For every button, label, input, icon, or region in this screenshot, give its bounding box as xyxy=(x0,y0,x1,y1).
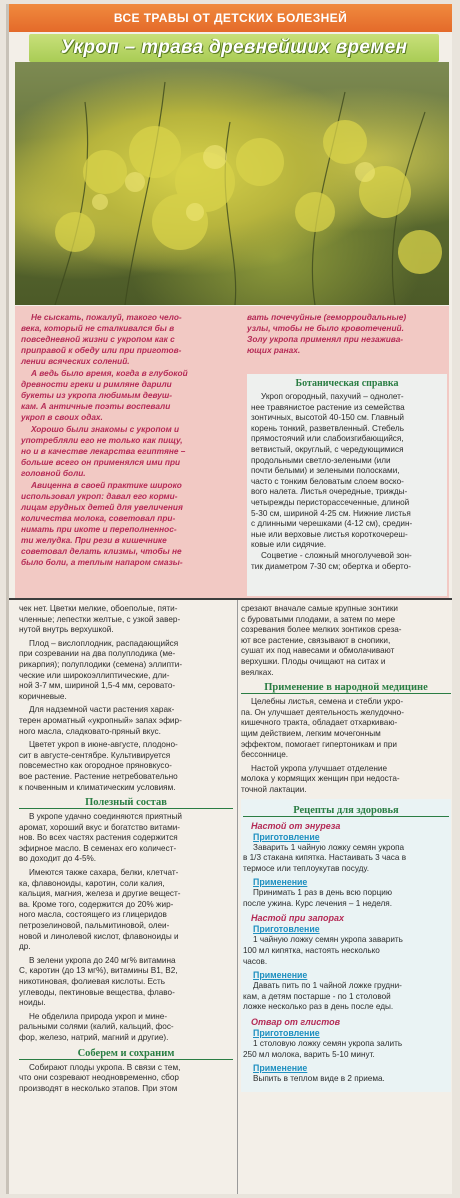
body-paragraph: Целебны листья, семена и стебли укро- па. Он улучшает деятельность желудочно- кишечного тракта, обладает отхаркиваю- щим действием, легким мочегонным эффектом, помогает гипертоникам и при бессоннице. xyxy=(241,697,404,760)
folk-medicine-heading: Применение в народной медицине xyxy=(241,682,451,694)
intro-paragraph: Авиценна в своей практике широко использовал укроп: давал его корми- лицам грудных детей для увеличения количества молока, советовал при- нимать при икоте и переполненнос- ти желудка. При рези в кишечнике советовал делать клизмы, чтобы не было боли, а теплым напаром смазы- xyxy=(21,480,183,567)
recipe-text: Заварить 1 чайную ложку семян укропа в 1/3 стакана кипятка. Настаивать 3 часа в термосе или теплоукутав посуду. xyxy=(243,842,407,873)
intro-section xyxy=(15,306,449,598)
body-paragraph: Настой укропа улучшает отделение молока у кормящих женщин при недоста- точной лактации. xyxy=(241,763,400,794)
usage-label: Применение xyxy=(253,877,308,888)
preparation-label: Приготовление xyxy=(253,1028,320,1039)
intro-paragraph: Хорошо были знакомы с укропом и употребляли его не только как пищу, но и в качестве лекарства египтяне – больше всего он применялся ими при головной боли. xyxy=(21,424,186,478)
recipes-box xyxy=(241,799,451,1092)
article-title: Укроп – трава древнейших времен xyxy=(60,37,408,58)
magazine-page xyxy=(6,4,452,1194)
recipe-text: Давать пить по 1 чайной ложке грудни- кам, а детям постарше - по 1 столовой ложке несколько раз в день после еды. xyxy=(243,981,402,1012)
body-paragraph: Имеются также сахара, белки, клетчат- ка, флавоноиды, каротин, соли калия, кальция, магния, железа и другие вещест- ва. Кроме того, содержится до 20% жир- ного масла, состоящего из глицеридов петрозелиновой, пальмитиновой, олеи- новой и линолевой кислот, флавоноиды и др. xyxy=(19,868,181,952)
body-paragraph: чек нет. Цветки мелкие, обоеполые, пяти- членные; лепестки желтые, с узкой завер- нутой внутрь верхушкой. xyxy=(19,604,181,635)
left-column xyxy=(19,604,233,1194)
dill-plant-illustration xyxy=(15,62,449,305)
harvest-heading: Соберем и сохраним xyxy=(19,1048,233,1060)
botanic-paragraph: Укроп огородный, пахучий – однолет- нее травянистое растение из семейства зонтичных, высотой 40-150 см. Главный корень тонкий, разветвленный. Стебель прямостоячий или слабоизгибающийся, ветвистый, округлый, с чередующимися продольными светло-зелеными (или почти белыми) и зелеными полосками, часто с тонким беловатым слоем воско- вого налета. Листья очередные, трижды- четырежды перисторассеченные, длиной 5-30 см, шириной 4-25 см. Нижние листья с длинными черешками (4-12 см), средин- ные или верховые листья короткочереш- ковые или сидячие. xyxy=(251,392,413,550)
body-paragraph: Для надземной части растения харак- терен ароматный «укропный» запах эфир- ного масла, сладковато-пряный вкус. xyxy=(19,705,182,736)
dill-photo xyxy=(15,62,449,305)
section-divider xyxy=(9,598,452,600)
recipe-text: 1 чайную ложку семян укропа заварить 100 мл кипятка, настоять несколько часов. xyxy=(243,935,403,966)
botanic-paragraph: Соцветие - сложный многолучевой зон- тик диаметром 7-30 см; обертка и оберто- xyxy=(251,550,412,571)
intro-paragraph: Не сыскать, пожалуй, такого чело- века, который не сталкивался бы в повседневной жизни с укропом как с приправой к обеду или при приготов- лении всяческих солений. xyxy=(21,312,182,366)
recipe-text: Выпить в теплом виде в 2 приема. xyxy=(253,1074,385,1084)
recipe-title: Настой при запорах xyxy=(251,913,344,924)
usage-label: Применение xyxy=(253,970,308,981)
recipe-text: Принимать 1 раз в день всю порцию после ужина. Курс лечения – 1 неделя. xyxy=(243,888,393,908)
rubric-label: ВСЕ ТРАВЫ ОТ ДЕТСКИХ БОЛЕЗНЕЙ xyxy=(113,11,348,25)
intro-paragraph: А ведь было время, когда в глубокой древности греки и римляне дарили букеты из укропа любимым девуш- кам. А античные поэты воспевали укроп в своих одах. xyxy=(21,368,188,422)
right-column xyxy=(241,604,451,1194)
body-paragraph: Цветет укроп в июне-августе, плодоно- сит в августе-сентябре. Культивируется повсеместно как огородное пряновкусо- вое растение. Растение нетребовательно к почвенным и климатическим условиям. xyxy=(19,740,178,792)
botanic-heading: Ботаническая справка xyxy=(295,378,399,389)
body-paragraph: срезают вначале самые крупные зонтики с буроватыми плодами, а затем по мере созревания более мелких зонтиков среза- ют все растение, связывают в снопики, сушат их под навесами и обмолачивают верхушки. Плоды очищают на ситах и веялках. xyxy=(241,604,402,677)
rubric-banner xyxy=(9,4,452,32)
intro-left-column xyxy=(21,312,239,569)
recipe-title: Настой от энуреза xyxy=(251,820,341,831)
preparation-label: Приготовление xyxy=(253,831,320,842)
article-title-bar xyxy=(29,34,439,62)
body-paragraph: Собирают плоды укропа. В связи с тем, что они созревают неодновременно, сбор производят в несколько этапов. При этом xyxy=(19,1062,181,1093)
column-divider xyxy=(237,600,238,1194)
preparation-label: Приготовление xyxy=(253,924,320,935)
usage-label: Применение xyxy=(253,1063,308,1074)
composition-heading: Полезный состав xyxy=(19,797,233,809)
recipes-heading: Рецепты для здоровья xyxy=(243,805,449,817)
body-paragraph: В зелени укропа до 240 мг% витамина C, каротин (до 13 мг%), витамины B1, B2, никотиновая, фолиевая кислоты. Есть углеводы, пектиновые вещества, флаво- ноиды. xyxy=(19,955,178,1008)
recipe-text: 1 столовую ложку семян укропа залить 250 мл молока, варить 5-10 минут. xyxy=(243,1039,403,1059)
body-paragraph: Плод – вислоплодник, распадающийся при созревании на два полуплодика (ме- рикарпия); полуплодики (семена) эллипти- ческие или широкоэллиптические, дли- ной 3-7 мм, шириной 1,5-4 мм, серовато- коричневые. xyxy=(19,638,183,701)
body-paragraph: В укропе удачно соединяются приятный аромат, хороший вкус и богатство витами- нов. Во всех частях растения содержится эфирное масло. В семенах его количест- во доходит до 4-5%. xyxy=(19,812,182,864)
body-paragraph: Не обделила природа укроп и мине- ральными солями (калий, кальций, фос- фор, железо, натрий, магний и другие). xyxy=(19,1011,174,1042)
botanic-box xyxy=(247,374,447,596)
recipe-title: Отвар от глистов xyxy=(251,1017,341,1028)
intro-right-column xyxy=(247,312,443,357)
intro-paragraph: вать почечуйные (геморроидальные) узлы, чтобы не было кровотечений. Золу укропа применял при незажива- ющих ранах. xyxy=(247,312,407,355)
